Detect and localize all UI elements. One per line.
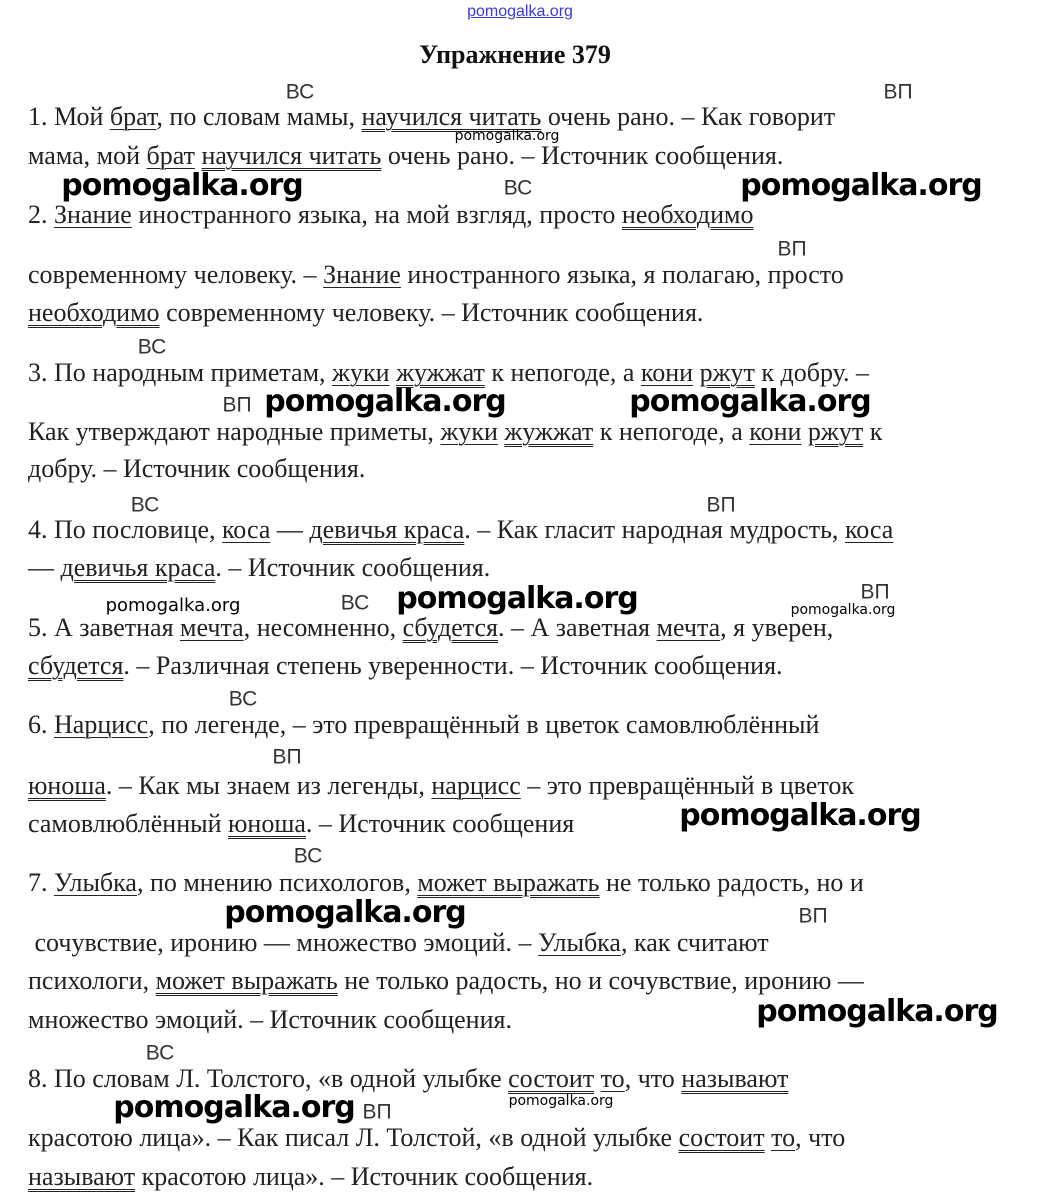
- label-vs: ВС: [293, 844, 323, 868]
- text-line: [28, 712, 819, 738]
- text-segment: , как считают: [620, 928, 769, 957]
- text-segment: 5. А заветная: [28, 613, 181, 642]
- predicate-word: девичья краса: [60, 553, 216, 582]
- text-segment: , что: [795, 1123, 846, 1152]
- watermark: pomogalka.org: [756, 994, 998, 1029]
- label-vp: ВП: [272, 745, 302, 769]
- predicate-word: жужжат: [504, 417, 594, 446]
- text-segment: . – Как мы знаем из легенды,: [105, 771, 432, 800]
- predicate-word: может выражать: [417, 868, 600, 897]
- subject-word: Нарцисс: [54, 710, 149, 739]
- text-line: [28, 300, 703, 326]
- watermark: pomogalka.org: [679, 798, 921, 833]
- watermark: pomogalka.org: [454, 128, 560, 144]
- text-line: [28, 930, 769, 956]
- subject-word: Знание: [54, 200, 132, 229]
- text-segment: к: [863, 417, 883, 446]
- predicate-word: состоит: [508, 1064, 595, 1093]
- text-segment: к непогоде, а: [593, 417, 750, 446]
- text-line: [28, 1007, 512, 1033]
- watermark: pomogalka.org: [264, 384, 506, 419]
- text-segment: 7.: [28, 868, 54, 897]
- text-segment: к непогоде, а: [484, 358, 641, 387]
- text-segment: самовлюблённый: [28, 809, 228, 838]
- subject-word: Улыбка: [54, 868, 137, 897]
- subject-word: кони: [749, 417, 802, 446]
- text-line: [28, 262, 844, 288]
- text-segment: , по легенде, – это превращённый в цветок самовлюблённый: [148, 710, 820, 739]
- watermark: pomogalka.org: [508, 1093, 614, 1109]
- text-segment: сочувствие, иронию — множество эмоций. –: [28, 928, 539, 957]
- subject-word: Знание: [323, 260, 401, 289]
- text-segment: иностранного языка, на мой взгляд, просто: [131, 200, 622, 229]
- predicate-word: научился читать: [201, 141, 382, 170]
- text-segment: Как утверждают народные приметы,: [28, 417, 441, 446]
- text-segment: —: [270, 515, 310, 544]
- text-segment: очень рано. – Источник сообщения.: [381, 141, 784, 170]
- predicate-word: необходимо: [621, 200, 754, 229]
- text-line: [28, 517, 893, 543]
- text-segment: , я уверен,: [720, 613, 834, 642]
- predicate-word: девичья краса: [309, 515, 465, 544]
- text-segment: к добру. –: [754, 358, 870, 387]
- text-segment: добру. – Источник сообщения.: [28, 454, 366, 483]
- predicate-word: сбудется: [28, 651, 124, 680]
- subject-word: то: [771, 1123, 796, 1152]
- predicate-word: юноша: [228, 809, 306, 838]
- text-line: [28, 456, 365, 482]
- label-vp: ВП: [798, 904, 828, 928]
- predicate-word: сбудется: [402, 613, 498, 642]
- text-segment: —: [28, 553, 61, 582]
- text-line: [28, 360, 869, 386]
- label-vp: ВП: [883, 80, 913, 104]
- label-vs: ВС: [137, 335, 167, 359]
- text-segment: . – Различная степень уверенности. – Источник сообщения.: [123, 651, 783, 680]
- text-line: [28, 615, 833, 641]
- label-vp: ВП: [777, 237, 807, 261]
- text-segment: . – Источник сообщения.: [215, 553, 491, 582]
- text-segment: не только радость, но и сочувствие, иронию —: [337, 966, 864, 995]
- label-vs: ВС: [145, 1041, 175, 1065]
- text-segment: – это превращённый в цветок: [520, 771, 854, 800]
- label-vp: ВП: [860, 580, 890, 604]
- text-segment: . – А заветная: [497, 613, 657, 642]
- text-segment: . – Как гласит народная мудрость,: [464, 515, 845, 544]
- subject-word: брат: [146, 141, 195, 170]
- text-segment: . – Источник сообщения: [305, 809, 575, 838]
- label-vs: ВС: [503, 176, 533, 200]
- watermark: pomogalka.org: [224, 895, 466, 930]
- subject-word: коса: [222, 515, 271, 544]
- label-vp: ВП: [706, 493, 736, 517]
- text-segment: , что: [624, 1064, 682, 1093]
- predicate-word: называют: [28, 1162, 136, 1191]
- label-vs: ВС: [285, 80, 315, 104]
- predicate-word: необходимо: [28, 298, 160, 327]
- text-segment: множество эмоций. – Источник сообщения.: [28, 1005, 512, 1034]
- watermark: pomogalka.org: [740, 168, 982, 203]
- label-vp: ВП: [222, 393, 252, 417]
- label-vs: ВС: [340, 591, 370, 615]
- subject-word: кони: [640, 358, 694, 387]
- predicate-word: называют: [681, 1064, 789, 1093]
- subject-word: Улыбка: [538, 928, 621, 957]
- text-segment: , несомненно,: [243, 613, 403, 642]
- watermark: pomogalka.org: [396, 581, 638, 616]
- subject-word: жуки: [440, 417, 498, 446]
- text-line: [28, 1066, 788, 1092]
- text-segment: 2.: [28, 200, 54, 229]
- text-segment: 8. По словам Л. Толстого, «в одной улыбке: [28, 1064, 509, 1093]
- watermark: pomogalka.org: [790, 602, 896, 618]
- text-segment: 6.: [28, 710, 54, 739]
- predicate-word: научился читать: [361, 102, 542, 131]
- subject-word: мечта: [180, 613, 244, 642]
- text-segment: красотою лица». – Как писал Л. Толстой, «в одной улыбке: [28, 1123, 679, 1152]
- site-link[interactable]: pomogalka.org: [467, 3, 573, 20]
- watermark: pomogalka.org: [105, 595, 241, 616]
- text-line: [28, 968, 864, 994]
- predicate-word: может выражать: [155, 966, 338, 995]
- predicate-word: юноша: [28, 771, 106, 800]
- exercise-title: Упражнение 379: [419, 40, 611, 69]
- text-segment: , по словам мамы,: [156, 102, 362, 131]
- text-line: [28, 104, 835, 130]
- watermark: pomogalka.org: [61, 168, 303, 203]
- label-vs: ВС: [130, 493, 160, 517]
- text-line: [28, 1164, 593, 1190]
- text-line: [28, 555, 490, 581]
- text-segment: 4. По пословице,: [28, 515, 222, 544]
- text-line: [28, 419, 882, 445]
- subject-word: брат: [109, 102, 157, 131]
- predicate-word: ржут: [699, 358, 755, 387]
- watermark: pomogalka.org: [113, 1090, 355, 1125]
- text-segment: мама, мой: [28, 141, 147, 170]
- subject-word: то: [600, 1064, 625, 1093]
- text-segment: современному человеку. – Источник сообщения.: [159, 298, 704, 327]
- watermark: pomogalka.org: [629, 384, 871, 419]
- subject-word: мечта: [656, 613, 721, 642]
- text-segment: , по мнению психологов,: [136, 868, 418, 897]
- predicate-word: состоит: [678, 1123, 765, 1152]
- predicate-word: жужжат: [396, 358, 485, 387]
- subject-word: нарцисс: [431, 771, 521, 800]
- subject-word: коса: [844, 515, 894, 544]
- text-line: [28, 202, 753, 228]
- subject-word: жуки: [332, 358, 390, 387]
- label-vs: ВС: [228, 687, 258, 711]
- text-line: [28, 870, 864, 896]
- text-line: [28, 653, 783, 679]
- text-line: [28, 773, 854, 799]
- label-vp: ВП: [362, 1100, 392, 1124]
- text-segment: не только радость, но и: [599, 868, 864, 897]
- text-segment: 1. Мой: [28, 102, 110, 131]
- text-segment: красотою лица». – Источник сообщения.: [135, 1162, 594, 1191]
- text-segment: 3. По народным приметам,: [28, 358, 333, 387]
- text-segment: современному человеку. –: [28, 260, 324, 289]
- text-segment: иностранного языка, я полагаю, просто: [400, 260, 844, 289]
- text-line: [28, 1125, 845, 1151]
- predicate-word: ржут: [807, 417, 864, 446]
- text-line: [28, 811, 574, 837]
- text-line: [28, 143, 783, 169]
- text-segment: психологи,: [28, 966, 156, 995]
- text-segment: очень рано. – Как говорит: [541, 102, 836, 131]
